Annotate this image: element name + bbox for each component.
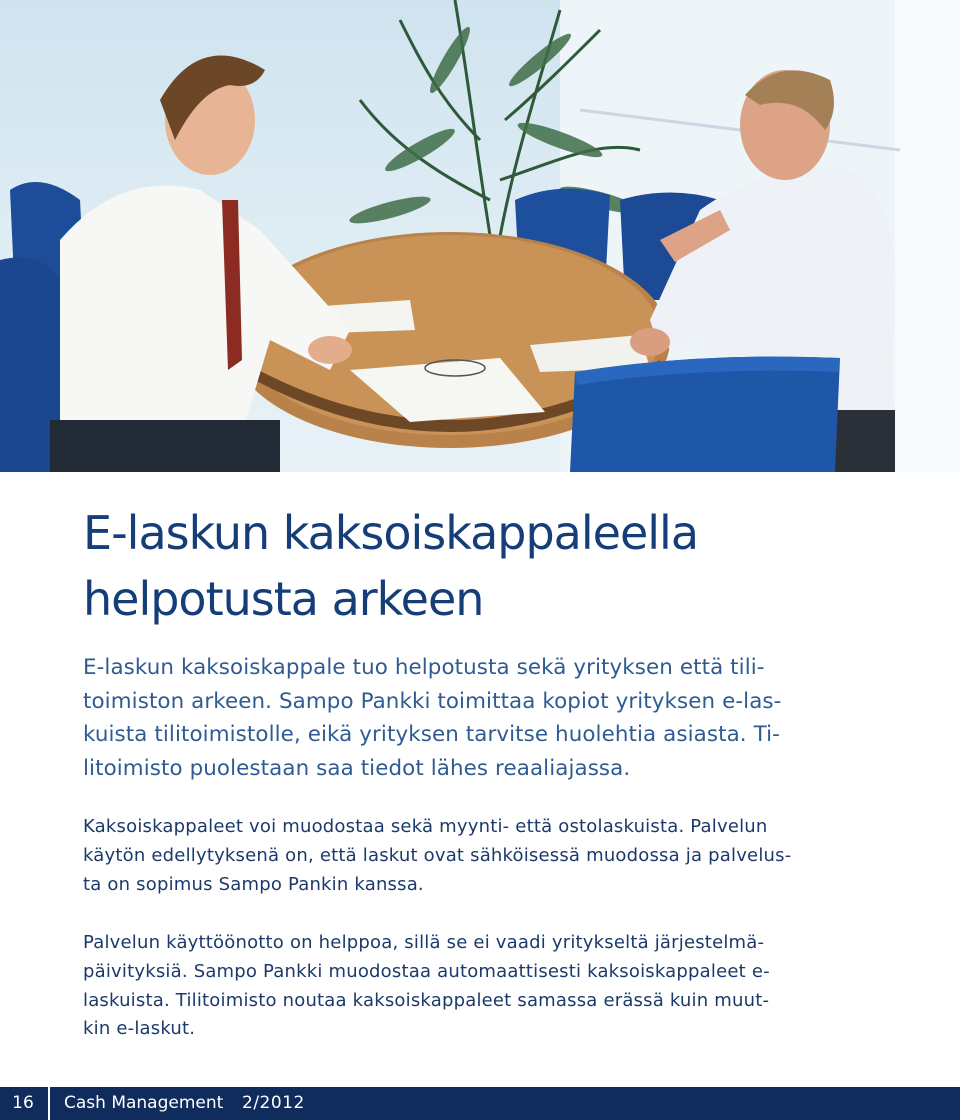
article-title	[83, 500, 883, 632]
lead-line: kuista tilitoimistolle, eikä yrityksen tarvitse huolehtia asiasta. Ti-	[83, 722, 780, 748]
lead-line: litoimisto puolestaan saa tiedot lähes reaaliajassa.	[83, 755, 631, 781]
body-line: käytön edellytyksenä on, että laskut ovat sähköisessä muodossa ja palvelus-	[83, 844, 792, 866]
issue-number: 2/2012	[242, 1093, 305, 1113]
body-line: Palvelun käyttöönotto on helppoa, sillä se ei vaadi yritykseltä järjestelmä-	[83, 932, 765, 953]
title-line: helpotusta arkeen	[83, 572, 484, 626]
page-footer	[0, 1087, 960, 1120]
title-line: E-laskun kaksoiskappaleella	[83, 506, 699, 560]
body-paragraph-2	[83, 929, 883, 1044]
body-line: laskuista. Tilitoimisto noutaa kaksoiskappaleet samassa erässä kuin muut-	[83, 989, 770, 1011]
window-light-edge	[895, 0, 960, 472]
lead-line: toimiston arkeen. Sampo Pankki toimittaa kopiot yrityksen e-las-	[83, 688, 782, 714]
body-line: päivityksiä. Sampo Pankki muodostaa automaattisesti kaksoiskappaleet e-	[83, 960, 770, 982]
lead-line: E-laskun kaksoiskappale tuo helpotusta sekä yrityksen että tili-	[83, 655, 765, 680]
body-paragraph-1	[83, 813, 883, 899]
meeting-photo-illustration	[0, 0, 960, 472]
body-line: kin e-laskut.	[83, 1018, 196, 1040]
footer-divider	[48, 1087, 50, 1120]
body-line: Kaksoiskappaleet voi muodostaa sekä myynti- että ostolaskuista. Palvelun	[83, 816, 768, 837]
article-photo	[0, 0, 960, 472]
body-line: ta on sopimus Sampo Pankin kanssa.	[83, 873, 424, 895]
lead-paragraph	[83, 651, 873, 785]
publication-name: Cash Management	[64, 1093, 224, 1113]
page-number: 16	[12, 1093, 34, 1113]
